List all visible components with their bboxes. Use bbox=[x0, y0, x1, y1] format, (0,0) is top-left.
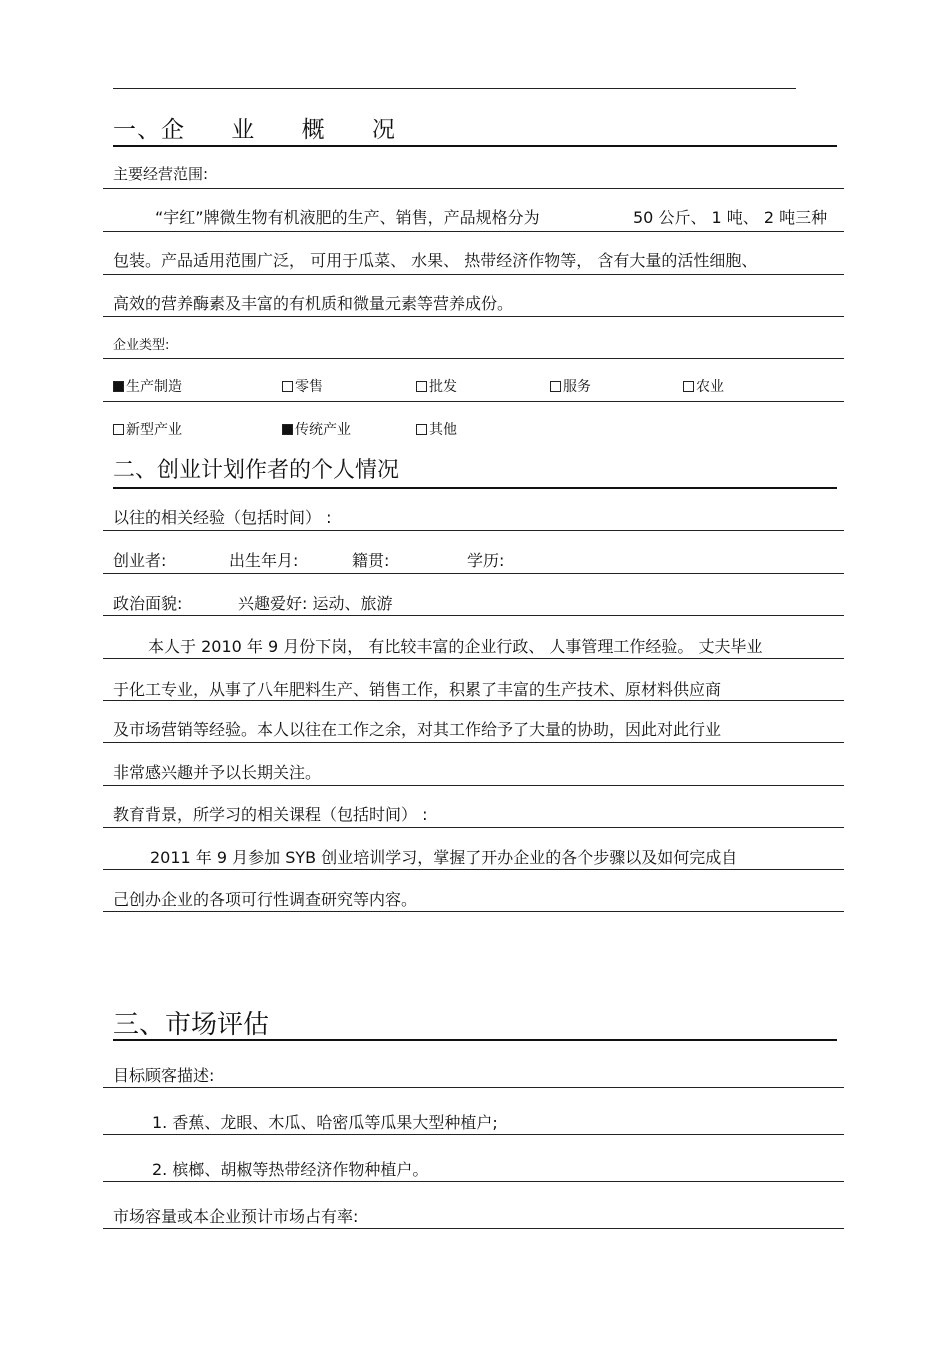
rule bbox=[103, 1228, 844, 1229]
rule bbox=[103, 1134, 844, 1135]
political-label: 政治面貌: bbox=[113, 594, 183, 613]
enterprise-type-label: 企业类型: bbox=[113, 338, 170, 353]
edu-background-label: 教育背景，所学习的相关课程（包括时间） : bbox=[113, 805, 428, 824]
scope-line-3: 高效的营养酶素及丰富的有机质和微量元素等营养成份。 bbox=[113, 294, 514, 313]
section1-title-rule bbox=[113, 145, 837, 147]
type-option-traditional-industry[interactable] bbox=[282, 419, 351, 439]
scope-line-1-spec: 50 公斤、 1 吨、 2 吨三种 bbox=[633, 208, 828, 227]
type-option-wholesale[interactable] bbox=[416, 376, 457, 396]
rule bbox=[103, 231, 844, 232]
rule bbox=[103, 358, 844, 359]
type-option-service[interactable] bbox=[550, 376, 591, 396]
type-option-label: 其他 bbox=[429, 422, 457, 438]
type-option-retail[interactable] bbox=[282, 376, 323, 396]
rule bbox=[103, 1181, 844, 1182]
experience-line-3: 及市场营销等经验。本人以往在工作之余，对其工作给予了大量的协助，因此对此行业 bbox=[113, 720, 722, 739]
top-rule bbox=[113, 88, 796, 89]
type-option-label: 传统产业 bbox=[295, 422, 351, 438]
type-option-agriculture[interactable] bbox=[683, 376, 724, 396]
experience-line-1: 本人于 2010 年 9 月份下岗， 有比较丰富的企业行政、 人事管理工作经验。 丈夫毕业 bbox=[148, 637, 763, 656]
rule bbox=[103, 658, 844, 659]
rule bbox=[103, 785, 844, 786]
section1-title bbox=[113, 111, 415, 144]
rule bbox=[103, 573, 844, 574]
type-option-label: 服务 bbox=[563, 379, 591, 395]
rule bbox=[103, 316, 844, 317]
checkbox-empty-icon bbox=[113, 424, 124, 435]
checkbox-checked-icon bbox=[282, 424, 293, 435]
checkbox-empty-icon bbox=[683, 381, 694, 392]
target-item-2: 2. 槟榔、胡椒等热带经济作物种植户。 bbox=[152, 1160, 429, 1179]
rule bbox=[103, 274, 844, 275]
target-item-1: 1. 香蕉、龙眼、木瓜、哈密瓜等瓜果大型种植户; bbox=[152, 1113, 498, 1132]
checkbox-empty-icon bbox=[550, 381, 561, 392]
scope-line-1: “宇红”牌微生物有机液肥的生产、销售，产品规格分为 bbox=[155, 208, 540, 227]
edu-line-2: 己创办企业的各项可行性调查研究等内容。 bbox=[113, 890, 418, 909]
section1-title-main: 企 业 概 况 bbox=[161, 117, 415, 143]
hobby-label: 兴趣爱好: 运动、旅游 bbox=[238, 594, 393, 613]
rule bbox=[103, 911, 844, 912]
rule bbox=[103, 188, 844, 189]
section3-title: 三、市场评估 bbox=[113, 1010, 270, 1040]
type-option-label: 零售 bbox=[295, 379, 323, 395]
type-option-label: 批发 bbox=[429, 379, 457, 395]
edu-line-1: 2011 年 9 月参加 SYB 创业培训学习，掌握了开办企业的各个步骤以及如何完成自 bbox=[150, 848, 738, 867]
education-label: 学历: bbox=[467, 551, 505, 570]
birth-label: 出生年月: bbox=[229, 551, 299, 570]
rule bbox=[103, 615, 844, 616]
rule bbox=[103, 700, 844, 701]
section2-title-rule bbox=[113, 487, 837, 489]
rule bbox=[103, 401, 844, 402]
origin-label: 籍贯: bbox=[352, 551, 390, 570]
type-option-label: 新型产业 bbox=[126, 422, 182, 438]
type-option-label: 农业 bbox=[696, 379, 724, 395]
checkbox-checked-icon bbox=[113, 381, 124, 392]
experience-label: 以往的相关经验（包括时间） : bbox=[113, 508, 332, 527]
type-option-label: 生产制造 bbox=[126, 379, 182, 395]
rule bbox=[103, 1087, 844, 1088]
type-option-new-industry[interactable] bbox=[113, 419, 182, 439]
type-option-manufacturing[interactable] bbox=[113, 376, 182, 396]
founder-label: 创业者: bbox=[113, 551, 167, 570]
section3-title-rule bbox=[113, 1039, 837, 1041]
rule bbox=[103, 869, 844, 870]
section1-title-prefix: 一、 bbox=[113, 117, 161, 143]
scope-line-2: 包装。产品适用范围广泛， 可用于瓜菜、 水果、 热带经济作物等， 含有大量的活性细胞、 bbox=[113, 251, 758, 270]
market-label: 市场容量或本企业预计市场占有率: bbox=[113, 1207, 359, 1226]
checkbox-empty-icon bbox=[282, 381, 293, 392]
checkbox-empty-icon bbox=[416, 381, 427, 392]
business-scope-label: 主要经营范围: bbox=[113, 165, 209, 183]
rule bbox=[103, 530, 844, 531]
checkbox-empty-icon bbox=[416, 424, 427, 435]
rule bbox=[103, 742, 844, 743]
experience-line-2: 于化工专业，从事了八年肥料生产、销售工作，积累了丰富的生产技术、原材料供应商 bbox=[113, 680, 722, 699]
type-option-other[interactable] bbox=[416, 419, 457, 439]
target-label: 目标顾客描述: bbox=[113, 1066, 215, 1085]
rule bbox=[103, 827, 844, 828]
experience-line-4: 非常感兴趣并予以长期关注。 bbox=[113, 763, 322, 782]
section2-title: 二、创业计划作者的个人情况 bbox=[113, 458, 400, 483]
